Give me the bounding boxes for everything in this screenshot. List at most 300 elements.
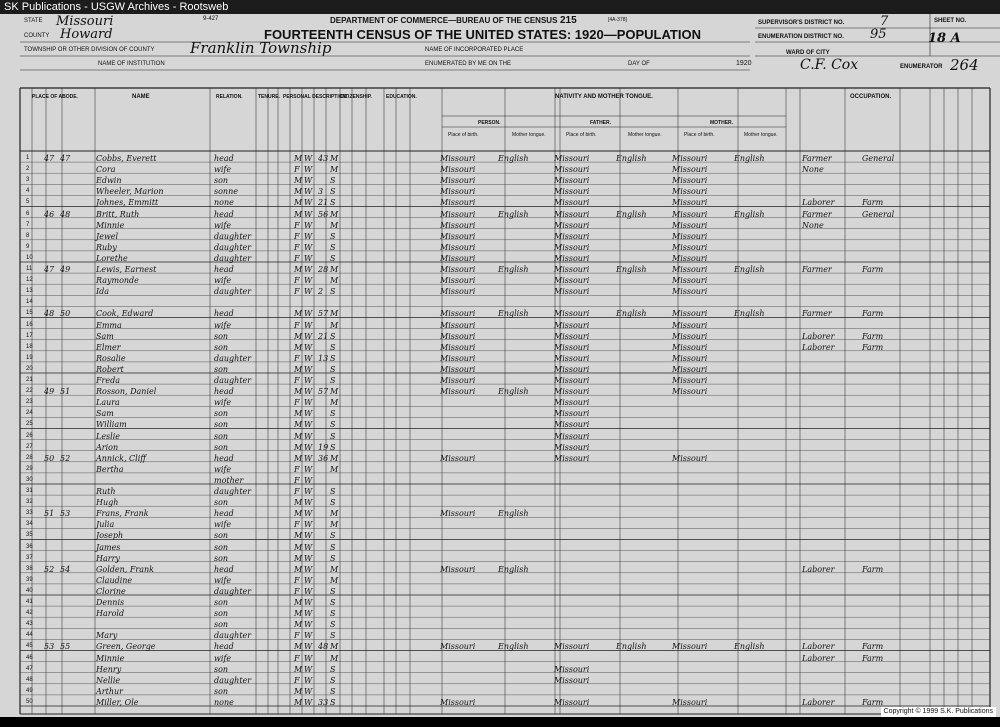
marital-status: M (330, 387, 339, 397)
sex: M (294, 431, 303, 441)
industry: Farm (862, 265, 884, 274)
occupation: Laborer (802, 342, 835, 352)
mother-mother-tongue: English (734, 642, 765, 652)
census-document (0, 14, 1000, 717)
father-birthplace: Missouri (554, 231, 590, 241)
father-tongue: English (616, 209, 647, 219)
birthplace: Missouri (440, 265, 476, 274)
birthplace: Missouri (440, 242, 476, 252)
mother-birthplace: Missouri (672, 331, 708, 341)
occupation: Laborer (802, 331, 835, 341)
census-row (22, 153, 962, 164)
person-name: Robert (96, 364, 124, 374)
marital-status: S (330, 364, 336, 374)
census-row (22, 242, 962, 253)
marital-status: S (330, 697, 336, 707)
row-number: 10 (26, 254, 33, 261)
birthplace: Missouri (440, 564, 476, 574)
birthplace: Missouri (440, 154, 476, 163)
ward-label: WARD OF CITY (786, 50, 830, 56)
relation: daughter (214, 586, 252, 596)
census-row (22, 586, 962, 597)
race: W (304, 564, 313, 574)
row-number: 2 (26, 166, 30, 173)
census-row (22, 231, 962, 242)
row-number: 25 (26, 421, 33, 428)
race: W (304, 276, 313, 286)
birthplace: Missouri (440, 697, 476, 707)
sheet-value: 18 A (928, 31, 961, 46)
census-row (22, 530, 962, 541)
father-birthplace: Missouri (554, 376, 590, 385)
mother-birthplace: Missouri (672, 309, 708, 319)
row-number: 40 (26, 587, 33, 594)
relation: head (214, 387, 234, 397)
mother-mother-tongue: English (734, 309, 765, 319)
person-name: Wheeler, Marion (96, 187, 164, 197)
marital-status: S (330, 553, 336, 563)
age: 36 (318, 453, 329, 463)
census-year: 1920 (736, 60, 752, 67)
race: W (304, 320, 313, 330)
relation: son (214, 664, 229, 674)
relation: wife (214, 520, 232, 530)
relation: son (214, 620, 229, 630)
age: 56 (318, 209, 329, 219)
census-row (22, 164, 962, 175)
industry: General (862, 154, 895, 163)
person-name: Johnes, Emmitt (96, 198, 159, 208)
row-number: 3 (26, 177, 30, 184)
marital-status: S (330, 675, 336, 685)
row-number: 5 (26, 199, 30, 206)
race: W (304, 165, 313, 175)
relation: wife (214, 320, 232, 330)
race: W (304, 675, 313, 685)
row-number: 48 (26, 676, 33, 683)
person-name: Ruby (96, 242, 117, 252)
census-row (22, 597, 962, 608)
race: W (304, 220, 313, 230)
census-row (22, 264, 962, 275)
township-label: TOWNSHIP OR OTHER DIVISION OF COUNTY (24, 47, 155, 53)
sex: F (294, 575, 300, 585)
person-name: James (96, 542, 121, 552)
race: W (304, 187, 313, 197)
sex: M (294, 342, 303, 352)
person-name: Harold (96, 609, 125, 619)
sex: M (294, 209, 303, 219)
race: W (304, 242, 313, 252)
mother-birthplace: Missouri (672, 253, 708, 263)
row-number: 18 (26, 343, 33, 350)
row-number: 21 (26, 377, 33, 383)
census-row (22, 408, 962, 419)
tenure-header: TENURE. (258, 94, 280, 100)
census-row (22, 575, 962, 586)
relation: daughter (214, 487, 252, 496)
person-header: PERSON. (478, 120, 501, 126)
birthplace: Missouri (440, 376, 476, 385)
sex: F (294, 376, 300, 385)
marital-status: S (330, 664, 336, 674)
row-number: 42 (26, 610, 33, 617)
industry: Farm (862, 697, 884, 707)
race: W (304, 342, 313, 352)
row-number: 28 (26, 454, 33, 461)
mother-birthplace: Missouri (672, 242, 708, 252)
supervisor-district-value: 7 (880, 14, 889, 29)
father-tongue-header: Mother tongue. (628, 132, 662, 138)
marital-status: M (330, 453, 339, 463)
row-number: 13 (26, 288, 33, 295)
person-name: Edwin (96, 176, 122, 186)
mother-tongue: English (498, 265, 529, 274)
industry: General (862, 209, 895, 219)
person-name: Ida (96, 287, 110, 297)
mother-tongue: English (498, 209, 529, 219)
race: W (304, 475, 313, 485)
marital-status: M (330, 520, 339, 530)
marital-status: S (330, 187, 336, 197)
mother-birthplace-header: Place of birth. (684, 132, 715, 138)
marital-status: M (330, 642, 339, 652)
occupation: Farmer (802, 309, 832, 319)
mother-birthplace: Missouri (672, 642, 708, 652)
father-birthplace: Missouri (554, 675, 590, 685)
row-number: 12 (26, 277, 33, 284)
census-row (22, 697, 962, 708)
dwelling-number: 52 (44, 564, 55, 574)
person-name: Golden, Frank (96, 564, 155, 574)
relation: son (214, 686, 229, 696)
father-birthplace: Missouri (554, 431, 590, 441)
census-row (22, 308, 962, 319)
marital-status: S (330, 409, 336, 419)
enumeration-district-value: 95 (870, 27, 887, 42)
person-name: Ruth (96, 487, 116, 496)
dwelling-number: 49 (44, 387, 55, 397)
relation: head (214, 453, 234, 463)
sex: M (294, 420, 303, 430)
person-name: Britt, Ruth (96, 209, 140, 219)
birthplace: Missouri (440, 209, 476, 219)
sex: F (294, 475, 300, 485)
father-birthplace: Missouri (554, 320, 590, 330)
sex: M (294, 598, 303, 607)
race: W (304, 387, 313, 397)
relation: wife (214, 220, 232, 230)
industry: Farm (862, 642, 884, 652)
marital-status: S (330, 487, 336, 496)
relation: daughter (214, 231, 252, 241)
sex: M (294, 609, 303, 619)
row-number: 6 (26, 210, 30, 217)
father-birthplace: Missouri (554, 309, 590, 319)
dwelling-number: 50 (44, 453, 55, 463)
relation: son (214, 498, 229, 508)
sex: M (294, 198, 303, 208)
father-birthplace: Missouri (554, 342, 590, 352)
father-birthplace: Missouri (554, 409, 590, 419)
age: 21 (318, 198, 329, 208)
row-number: 27 (26, 443, 33, 450)
row-number: 32 (26, 499, 33, 506)
row-number: 20 (26, 365, 33, 372)
race: W (304, 209, 313, 219)
row-number: 8 (26, 232, 30, 239)
relation: head (214, 154, 234, 163)
person-name: Elmer (96, 342, 121, 352)
person-name: Nellie (96, 675, 121, 685)
race: W (304, 686, 313, 696)
person-name: Freda (96, 376, 120, 385)
marital-status: S (330, 420, 336, 430)
father-birthplace-header: Place of birth. (566, 132, 597, 138)
sex: F (294, 242, 300, 252)
occupation: Laborer (802, 564, 835, 574)
birthplace: Missouri (440, 509, 476, 519)
mother-birthplace: Missouri (672, 231, 708, 241)
census-row (22, 686, 962, 697)
row-number: 41 (26, 599, 33, 605)
marital-status: S (330, 598, 336, 607)
census-row (22, 331, 962, 342)
census-row (22, 364, 962, 375)
row-number: 23 (26, 399, 33, 406)
person-name: Leslie (96, 431, 121, 441)
personal-description-header: PERSONAL DESCRIPTION. (283, 94, 348, 100)
race: W (304, 331, 313, 341)
race: W (304, 631, 313, 641)
census-row (22, 475, 962, 486)
row-number: 1 (26, 155, 30, 161)
person-name: Lorethe (96, 253, 128, 263)
person-name: Joseph (96, 531, 124, 541)
relation: son (214, 598, 229, 607)
mother-tongue-header: Mother tongue. (744, 132, 778, 138)
person-name: Frans, Frank (96, 509, 149, 519)
row-number: 30 (26, 476, 33, 483)
person-name: Cook, Edward (96, 309, 154, 319)
family-number: 50 (60, 309, 71, 319)
sex: M (294, 642, 303, 652)
window-title: SK Publications - USGW Archives - Rootsweb (4, 1, 229, 13)
father-birthplace: Missouri (554, 364, 590, 374)
dwelling-number: 53 (44, 642, 55, 652)
marital-status: S (330, 542, 336, 552)
census-row (22, 564, 962, 575)
row-number: 37 (26, 554, 33, 561)
occupation: Farmer (802, 265, 832, 274)
person-birthplace-header: Place of birth. (448, 132, 479, 138)
census-row (22, 464, 962, 475)
father-tongue: English (616, 154, 647, 163)
census-row (22, 353, 962, 364)
person-name: Arthur (96, 686, 123, 696)
marital-status: M (330, 154, 339, 163)
father-birthplace: Missouri (554, 442, 590, 452)
race: W (304, 598, 313, 607)
race: W (304, 542, 313, 552)
family-number: 53 (60, 509, 71, 519)
person-name: Clorine (96, 586, 126, 596)
person-name: Claudine (96, 575, 133, 585)
enumerator-label: ENUMERATOR (900, 64, 943, 70)
relation: son (214, 420, 229, 430)
row-number: 39 (26, 576, 33, 583)
sex: F (294, 220, 300, 230)
relation: daughter (214, 353, 252, 363)
mother-birthplace: Missouri (672, 154, 708, 163)
sex: F (294, 165, 300, 175)
mother-birthplace: Missouri (672, 265, 708, 274)
occupation-header: OCCUPATION. (850, 94, 892, 100)
mother-tongue: English (498, 642, 529, 652)
census-row (22, 397, 962, 408)
census-row (22, 431, 962, 442)
father-birthplace: Missouri (554, 265, 590, 274)
person-name: Minnie (96, 220, 125, 230)
birthplace: Missouri (440, 453, 476, 463)
father-birthplace: Missouri (554, 642, 590, 652)
citizenship-header: CITIZENSHIP. (340, 94, 372, 100)
relation: mother (214, 475, 244, 485)
marital-status: S (330, 242, 336, 252)
marital-status: S (330, 342, 336, 352)
person-name: Minnie (96, 653, 125, 663)
birthplace: Missouri (440, 231, 476, 241)
sex: F (294, 586, 300, 596)
relation: daughter (214, 631, 252, 641)
mother-birthplace: Missouri (672, 287, 708, 297)
father-birthplace: Missouri (554, 187, 590, 197)
father-birthplace: Missouri (554, 198, 590, 208)
age: 21 (318, 331, 329, 341)
marital-status: S (330, 620, 336, 630)
age: 2 (318, 287, 324, 297)
window-title-bar (0, 0, 1000, 14)
birthplace: Missouri (440, 220, 476, 230)
age: 57 (318, 309, 329, 319)
census-row (22, 275, 962, 286)
race: W (304, 575, 313, 585)
marital-status: M (330, 564, 339, 574)
father-birthplace: Missouri (554, 287, 590, 297)
mother-birthplace: Missouri (672, 342, 708, 352)
mother-birthplace: Missouri (672, 364, 708, 374)
dwelling-number: 47 (44, 154, 55, 163)
birthplace: Missouri (440, 287, 476, 297)
person-name: Dennis (96, 598, 125, 607)
family-number: 54 (60, 564, 71, 574)
mother-birthplace: Missouri (672, 697, 708, 707)
race: W (304, 586, 313, 596)
census-row (22, 486, 962, 497)
marital-status: S (330, 231, 336, 241)
sex: M (294, 553, 303, 563)
county-label: COUNTY (24, 33, 50, 39)
name-header: NAME (132, 94, 150, 100)
birthplace: Missouri (440, 387, 476, 397)
father-birthplace: Missouri (554, 387, 590, 397)
relation: son (214, 553, 229, 563)
sex: M (294, 265, 303, 274)
mother-tongue: English (498, 564, 529, 574)
birthplace: Missouri (440, 198, 476, 208)
race: W (304, 697, 313, 707)
birthplace: Missouri (440, 342, 476, 352)
race: W (304, 398, 313, 408)
row-number: 15 (26, 310, 33, 317)
sex: M (294, 309, 303, 319)
mother-tongue: English (498, 509, 529, 519)
marital-status: S (330, 686, 336, 696)
race: W (304, 642, 313, 652)
person-name: Green, George (96, 642, 156, 652)
relation: wife (214, 276, 232, 286)
sex: F (294, 320, 300, 330)
row-number: 16 (26, 321, 33, 328)
day-label: DAY OF (628, 61, 650, 67)
dwelling-number: 47 (44, 265, 55, 274)
family-number: 49 (60, 265, 71, 274)
industry: Farm (862, 342, 884, 352)
mother-birthplace: Missouri (672, 376, 708, 385)
occupation: None (802, 220, 824, 230)
census-row (22, 619, 962, 630)
race: W (304, 309, 313, 319)
census-row (22, 342, 962, 353)
age: 33 (318, 697, 329, 707)
copyright-notice: Copyright © 1999 S.K. Publications (881, 707, 996, 717)
marital-status: S (330, 353, 336, 363)
relation: daughter (214, 253, 252, 263)
birthplace: Missouri (440, 353, 476, 363)
relation: wife (214, 575, 232, 585)
row-number: 43 (26, 621, 33, 628)
row-number: 44 (26, 632, 33, 639)
sex: F (294, 231, 300, 241)
family-number: 47 (60, 154, 71, 163)
person-name: Sam (96, 409, 114, 419)
occupation: Farmer (802, 154, 832, 163)
sheet-label: SHEET NO. (934, 18, 967, 24)
person-name: Cobbs, Everett (96, 154, 157, 163)
dwelling-number: 51 (44, 509, 55, 519)
race: W (304, 154, 313, 163)
census-row (22, 320, 962, 331)
age: 43 (318, 154, 329, 163)
census-row (22, 197, 962, 208)
race: W (304, 176, 313, 186)
mother-birthplace: Missouri (672, 453, 708, 463)
row-number: 29 (26, 465, 33, 472)
industry: Farm (862, 653, 884, 663)
relation: head (214, 309, 234, 319)
mother-mother-tongue: English (734, 209, 765, 219)
relation: sonne (214, 187, 238, 197)
race: W (304, 431, 313, 441)
occupation: Laborer (802, 198, 835, 208)
sex: F (294, 276, 300, 286)
row-number: 14 (26, 299, 33, 306)
family-number: 51 (60, 387, 71, 397)
marital-status: M (330, 398, 339, 408)
mother-birthplace: Missouri (672, 209, 708, 219)
sex: M (294, 498, 303, 508)
person-name: Julia (96, 520, 115, 530)
